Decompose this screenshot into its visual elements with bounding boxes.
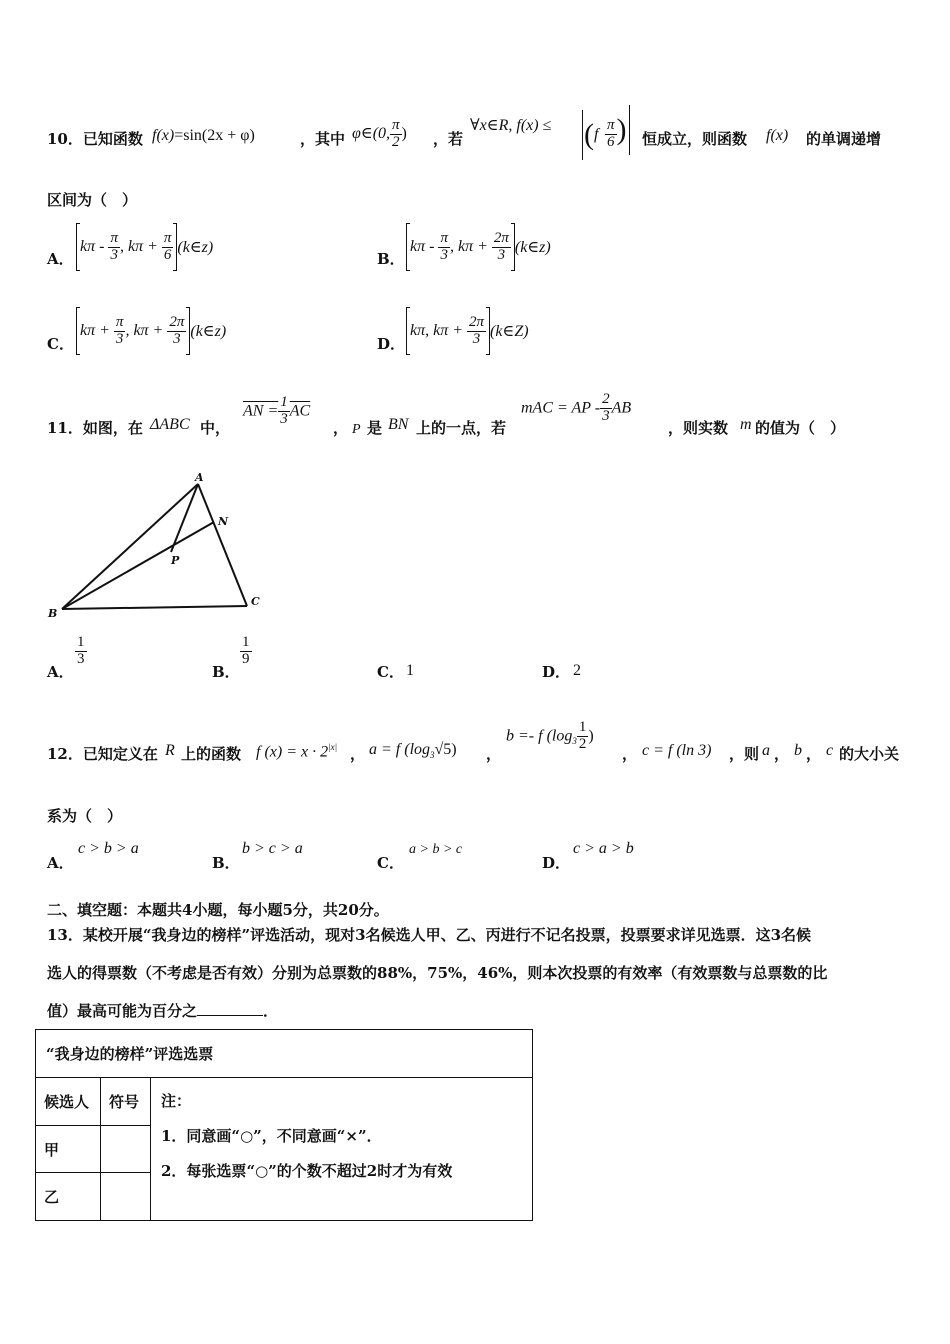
vertex-a-label: A <box>195 471 204 484</box>
vertex-c-label: C <box>251 595 260 608</box>
ballot-title: “我身边的榜样”评选选票 <box>36 1030 533 1078</box>
q11-segment-bn: BN <box>388 416 409 433</box>
q11-text-shang: 上的一点，若 <box>416 419 507 437</box>
q12-text-xiwei: 系为（ ） <box>47 807 123 825</box>
q10-option-b-label[interactable]: B． <box>377 250 405 268</box>
q11-option-b-label[interactable]: B． <box>212 663 240 681</box>
q12-number: 12． <box>47 745 83 763</box>
q11-option-d-label[interactable]: D． <box>542 663 571 681</box>
q10-text-qizhong: ，其中 <box>300 130 346 148</box>
q12-option-a-label[interactable]: A． <box>47 854 74 872</box>
q12-function-def: f $(x) = x \cdot 2^{|x|}$ <box>256 742 338 761</box>
q12-var-b: b <box>794 742 802 759</box>
q11-option-a-label[interactable]: A． <box>47 663 74 681</box>
edge-ab <box>62 484 198 609</box>
q11-point-p: P <box>352 422 361 437</box>
symbol-cell-jia[interactable] <box>101 1126 151 1173</box>
q12-sep-2: ， <box>806 745 822 763</box>
q11-an-vector: AN = $\frac{1}{3}$ $\overline{AC}$ <box>243 394 311 427</box>
note-2: 2．每张选票“○”的个数不超过2时才为有效 <box>161 1162 453 1180</box>
q10-option-b-math[interactable]: kπ - $\frac{\pi}{3}$ , kπ + $\frac{2\pi}{3}$ (k∈z) <box>406 223 551 271</box>
q12-text-shangde: 上的函数 <box>181 745 242 763</box>
q11-comma: ， <box>333 419 349 437</box>
q13-line-1: 13．某校开展“我身边的榜样”评选活动，现对3名候选人甲、乙、丙进行不记名投票，投票要求详见选票．这3名候 <box>47 926 812 944</box>
segment-ap <box>171 484 198 552</box>
q10-intro: 10．已知函数 <box>47 130 143 148</box>
q10-condition: ∀x∈R, f(x) ≤ <box>470 117 552 134</box>
q11-text-zhiwei: 的值为（ ） <box>755 419 846 437</box>
q10-fx2: f(x) <box>766 127 789 144</box>
q12-comma-1: ， <box>350 745 366 763</box>
candidate-jia: 甲 <box>36 1126 101 1173</box>
notes-heading: 注： <box>161 1092 192 1110</box>
q10-option-d-label[interactable]: D． <box>377 335 406 353</box>
vertex-b-label: B <box>48 607 58 620</box>
q12-comma-2: ， <box>486 745 502 763</box>
q11-option-c-label[interactable]: C． <box>377 663 404 681</box>
q13-answer-blank[interactable] <box>197 1003 263 1016</box>
edge-ac <box>198 484 247 606</box>
q11-intro: 11．如图，在 <box>47 419 143 437</box>
q11-triangle-figure <box>40 470 270 630</box>
q10-option-c-label[interactable]: C． <box>47 335 74 353</box>
q12-option-b-label[interactable]: B． <box>212 854 240 872</box>
q10-fx: f(x)=sin(2x + φ) <box>152 127 255 144</box>
header-symbol: 符号 <box>101 1078 151 1126</box>
q11-option-a-value[interactable]: $\frac{1}{3}$ <box>77 634 85 667</box>
q11-option-b-value[interactable]: $\frac{1}{9}$ <box>242 634 250 667</box>
note-1: 1．同意画“○”，不同意画“×”． <box>161 1127 382 1145</box>
q13-line-3: 值）最高可能为百分之 ． <box>47 1002 279 1020</box>
q11-text-shishu: ，则实数 <box>668 419 729 437</box>
q11-option-d-value[interactable]: 2 <box>573 662 581 679</box>
q11-number: 11． <box>47 419 83 437</box>
q10-abs-f: (f <box>582 110 598 160</box>
q11-vector-eq: mAC = AP - $\frac{2}{3}$ AB <box>521 391 632 424</box>
q12-set-r: R <box>165 742 175 759</box>
edge-bc <box>62 606 247 609</box>
q10-option-a-label[interactable]: A． <box>47 250 74 268</box>
q12-option-d-value[interactable]: c > a > b <box>573 840 634 857</box>
point-p-label: P <box>171 554 180 567</box>
q10-text-ruo: ，若 <box>433 130 464 148</box>
q11-text-zhong: 中， <box>200 419 231 437</box>
q12-var-c: c <box>826 742 834 759</box>
q12-comma-3: ， <box>622 745 638 763</box>
q12-text-ze: ，则 <box>729 745 760 763</box>
q11-var-m: m <box>740 416 752 433</box>
q10-text-dandiao: 的单调递增 <box>806 130 882 148</box>
segment-bn <box>62 522 214 609</box>
q12-option-c-label[interactable]: C． <box>377 854 404 872</box>
q10-text-qujian: 区间为（ ） <box>47 191 138 209</box>
q10-number: 10． <box>47 130 83 148</box>
q12-var-a: a <box>762 742 770 759</box>
q12-option-d-label[interactable]: D． <box>542 854 571 872</box>
symbol-cell-yi[interactable] <box>101 1173 151 1221</box>
ballot-notes <box>151 1078 533 1221</box>
q10-option-d-math[interactable]: kπ, kπ + $\frac{2\pi}{3}$ (k∈Z) <box>406 307 529 355</box>
q10-option-a-math[interactable]: kπ - $\frac{\pi}{3}$ , kπ + $\frac{\pi}{6}$ (k∈z) <box>76 223 213 271</box>
header-candidate: 候选人 <box>36 1078 101 1126</box>
q11-option-c-value[interactable]: 1 <box>406 662 414 679</box>
q12-option-b-value[interactable]: b > c > a <box>242 840 303 857</box>
q10-text-hengchengli: 恒成立，则函数 <box>642 130 748 148</box>
q13-line-2: 选人的得票数（不考虑是否有效）分别为总票数的88%，75%，46%，则本次投票的有效率（有效票数与总票数的比 <box>47 964 828 982</box>
q11-text-shi: 是 <box>367 419 383 437</box>
q12-intro: 12．已知定义在 <box>47 745 158 763</box>
q10-option-c-math[interactable]: kπ + $\frac{\pi}{3}$ , kπ + $\frac{2\pi}{3}$ (k∈z) <box>76 307 226 355</box>
q11-triangle: ΔABC <box>150 416 190 433</box>
ballot-table <box>35 1029 533 1221</box>
candidate-yi: 乙 <box>36 1173 101 1221</box>
q12-option-c-value[interactable]: a > b > c <box>409 842 463 857</box>
q12-text-daxiao: 的大小关 <box>839 745 900 763</box>
q12-option-a-value[interactable]: c > b > a <box>78 840 139 857</box>
q12-b-def: b =- f ($\log_3$ $\frac{1}{2}$ ) <box>506 719 594 752</box>
section-2-heading: 二、填空题：本题共4小题，每小题5分，共20分。 <box>47 901 389 919</box>
q12-sep-1: ， <box>774 745 790 763</box>
q12-a-def: a = f $(\log_3√5)$ <box>369 741 457 761</box>
q10-pi-over-6: $\frac{\pi}{6}$ ) <box>605 105 631 155</box>
q10-phi-range: φ∈(0, $\frac{\pi}{2}$ ) <box>352 117 407 150</box>
q12-c-def: c = f (ln 3) <box>642 742 712 759</box>
point-n-label: N <box>218 515 229 528</box>
